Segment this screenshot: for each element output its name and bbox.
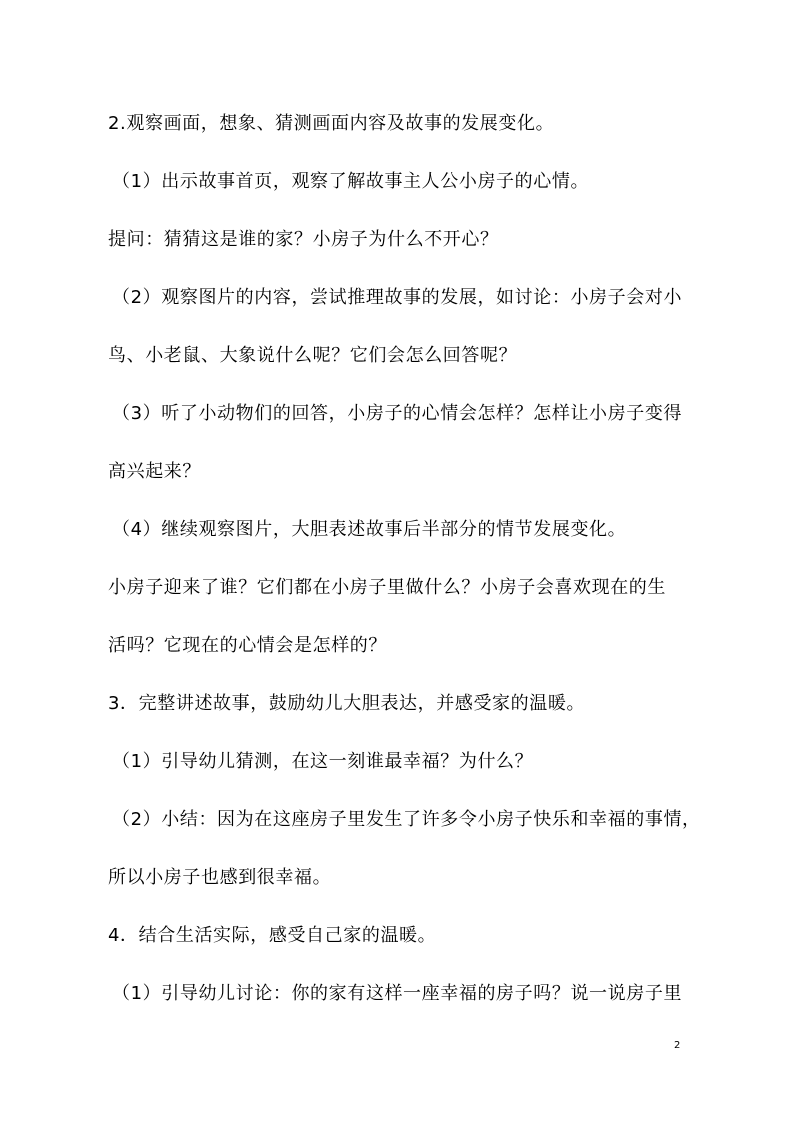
text-line-9: 小房子迎来了谁？它们都在小房子里做什么？小房子会喜欢现在的生 [108, 577, 666, 598]
text-line-15: 4．结合生活实际，感受自己家的温暖。 [108, 925, 437, 946]
text-line-8: （4）继续观察图片，大胆表述故事后半部分的情节发展变化。 [112, 519, 627, 540]
text-line-5: 鸟、小老鼠、大象说什么呢？它们会怎么回答呢？ [108, 345, 518, 366]
text-line-16: （1）引导幼儿讨论：你的家有这样一座幸福的房子吗？说一说房子里 [112, 983, 683, 1004]
text-line-12: （1）引导幼儿猜测，在这一刻谁最幸福？为什么？ [112, 751, 534, 772]
text-line-2: （1）出示故事首页，观察了解故事主人公小房子的心情。 [112, 171, 590, 192]
page-number: 2 [674, 1040, 681, 1051]
text-line-14: 所以小房子也感到很幸福。 [108, 867, 332, 888]
text-line-13: （2）小结：因为在这座房子里发生了许多令小房子快乐和幸福的事情， [112, 809, 701, 830]
text-line-11: 3．完整讲述故事，鼓励幼儿大胆表达，并感受家的温暖。 [108, 693, 586, 714]
text-line-1: 2.观察画面，想象、猜测画面内容及故事的发展变化。 [108, 113, 555, 134]
text-line-4: （2）观察图片的内容，尝试推理故事的发展，如讨论：小房子会对小 [112, 287, 683, 308]
text-line-10: 活吗？它现在的心情会是怎样的？ [108, 635, 387, 656]
text-line-6: （3）听了小动物们的回答，小房子的心情会怎样？怎样让小房子变得 [112, 403, 683, 424]
text-line-7: 高兴起来？ [108, 461, 201, 482]
text-line-3: 提问：猜猜这是谁的家？小房子为什么不开心？ [108, 229, 499, 250]
